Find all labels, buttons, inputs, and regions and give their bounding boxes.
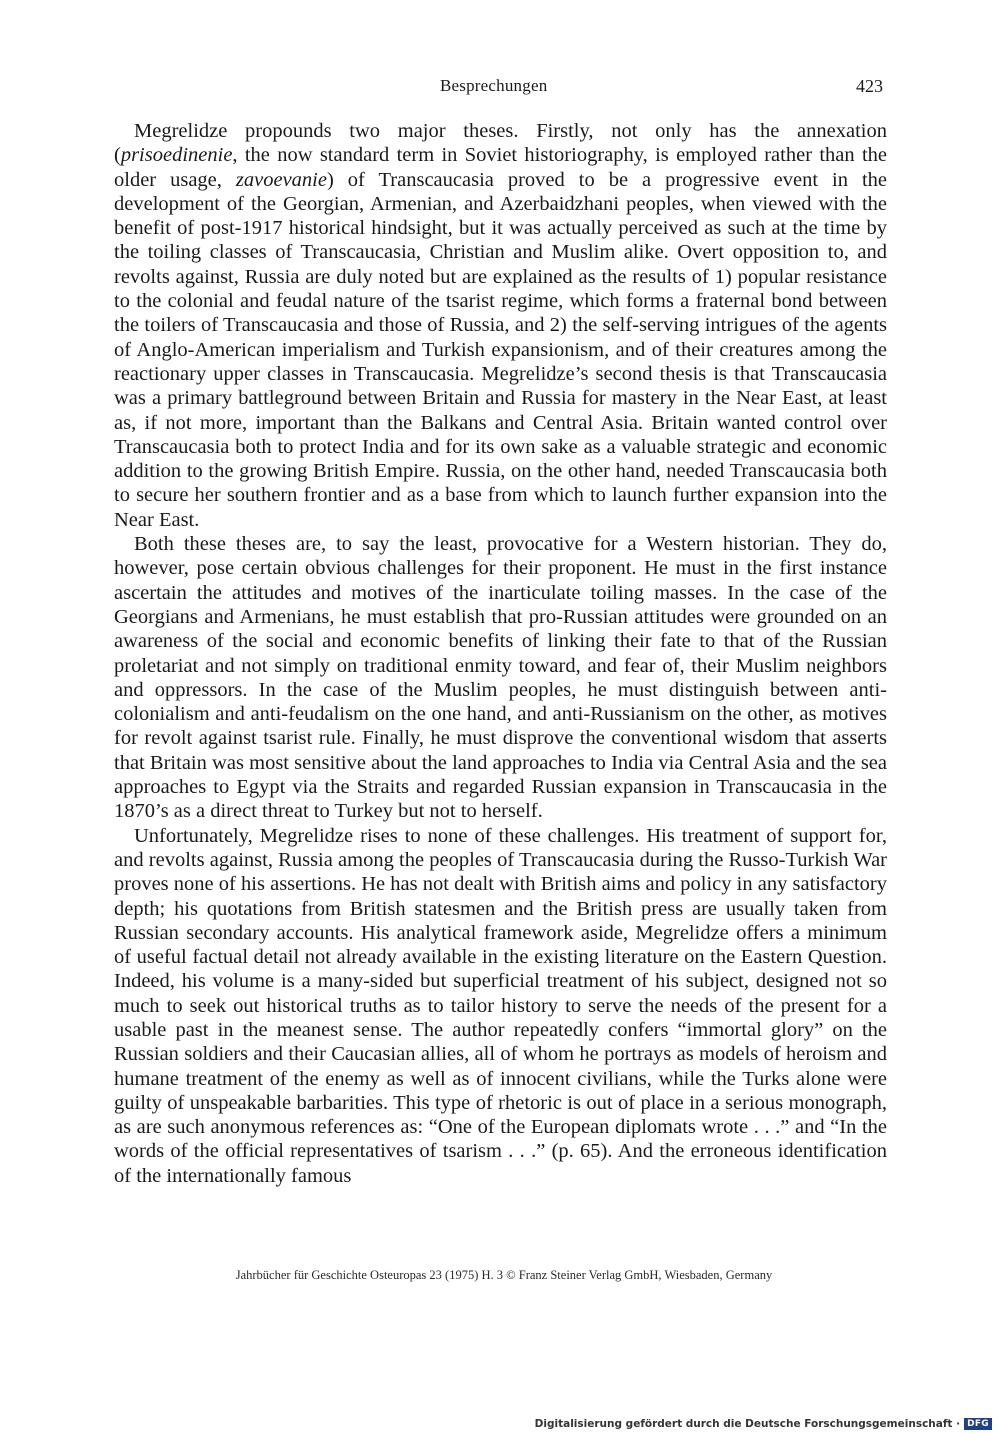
journal-citation: Jahrbücher für Geschichte Osteuropas 23 (1975) H. 3 © Franz Steiner Verlag GmbH, Wiesbaden, Germany bbox=[235, 1268, 773, 1282]
running-head bbox=[0, 76, 1000, 100]
journal-footer bbox=[0, 1268, 1000, 1283]
text-segment: , the now standard term in Soviet historiography, is employed rather than the older usage, bbox=[114, 144, 887, 191]
text-segment: Both these theses are, to say the least, provocative for a Western historian. They do, however, pose certain obvious challenges for their proponent. He must in the first instance ascertain the attitudes and motives of the inarticulate toiling masses. In the case of the Georgians and Armenians, he must establish that pro-Russian attitudes were grounded on an awareness of the social and economic benefits of linking their fate to that of the Russian proletariat and not simply on traditional enmity toward, and fear of, their Muslim neighbors and oppressors. In the case of the Muslim peoples, he must distinguish between anti-colonialism and anti-feudalism on the one hand, and anti-Russianism on the other, as motives for revolt against tsarist rule. Finally, he must disprove the conventional wisdom that asserts that Britain was most sensitive about the land approaches to India via Central Asia and the sea approaches to Egypt via the Straits and regarded Russian expansion in Transcaucasia in the 1870’s as a direct threat to Turkey but not to herself. bbox=[114, 533, 887, 823]
text-segment: Unfortunately, Megrelidze rises to none of these challenges. His treatment of support for, and revolts against, Russia among the peoples of Transcaucasia during the Russo-Turkish War proves none of his assertions. He has not dealt with British aims and policy in any satisfactory depth; his quotations from British statesmen and the British press are usually taken from Russian secondary accounts. His analytical framework aside, Megrelidze offers a minimum of useful factual detail not already available in the existing literature on the Eastern Question. Indeed, his volume is a many-sided but superficial treatment of his subject, designed not so much to seek out historical truths as to tailor history to serve the needs of the present for a usable past in the meanest sense. The author repeatedly confers “immortal glory” on the Russian soldiers and their Caucasian allies, all of whom he portrays as models of heroism and humane treatment of the enemy as well as of innocent civilians, while the Turks alone were guilty of unspeakable barbarities. This type of rhetoric is out of place in a serious monograph, as are such anonymous references as: “One of the European diplomats wrote . . .” and “In the words of the official representatives of tsarism . . .” (p. 65). And the erroneous identification of the internationally famous bbox=[114, 824, 887, 1187]
paragraph-1 bbox=[114, 119, 887, 532]
credit-text: Digitalisierung gefördert durch die Deutsche Forschungsgemeinschaft · bbox=[534, 1418, 961, 1430]
paragraph-2 bbox=[114, 532, 887, 824]
paragraph-3 bbox=[114, 824, 887, 1188]
italic-term-zavoevanie: zavoevanie bbox=[235, 168, 327, 191]
digitization-credit bbox=[535, 1417, 992, 1431]
text-segment: Megrelidze propounds two major theses. Firstly, not only has the annexation ( bbox=[114, 120, 887, 167]
dfg-logo-icon: DFG bbox=[964, 1418, 992, 1430]
running-title: Besprechungen bbox=[440, 76, 548, 95]
italic-term-prisoedinenie: prisoedinenie bbox=[120, 144, 233, 167]
review-text bbox=[114, 119, 887, 1188]
text-segment: ) of Transcaucasia proved to be a progressive event in the development of the Georgian, Armenian, and Azerbaidzhani peoples, when viewed with the benefit of post-1917 historical hindsight, but it was actually perceived as such at the time by the toiling classes of Transcaucasia, Christian and Muslim alike. Overt opposition to, and revolts against, Russia are duly noted but are explained as the results of 1) popular resistance to the colonial and feudal nature of the tsarist regime, which forms a fraternal bond between the toilers of Transcaucasia and those of Russia, and 2) the self-serving intrigues of the agents of Anglo-American imperialism and Turkish expansionism, and of their creatures among the reactionary upper classes in Transcaucasia. Megrelidze’s second thesis is that Transcaucasia was a primary battleground between Britain and Russia for mastery in the Near East, at least as, if not more, important than the Balkans and Central Asia. Britain wanted control over Transcaucasia both to protect India and for its own sake as a valuable strategic and economic addition to the growing British Empire. Russia, on the other hand, needed Transcaucasia both to secure her southern frontier and as a base from which to launch further expansion into the Near East. bbox=[114, 168, 887, 531]
page-number: 423 bbox=[856, 76, 883, 96]
